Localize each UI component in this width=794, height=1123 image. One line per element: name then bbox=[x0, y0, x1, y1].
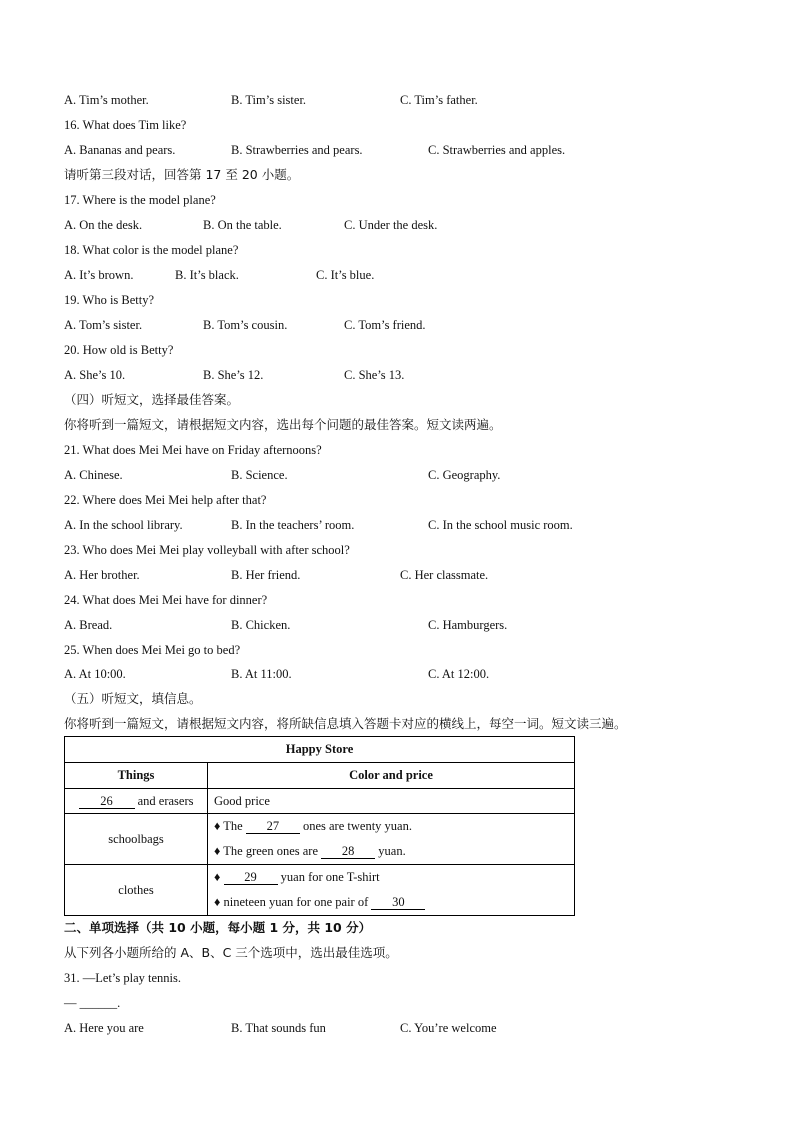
q17-option-b: B. On the table. bbox=[203, 218, 282, 232]
q20-option-b: B. She’s 12. bbox=[203, 368, 264, 382]
q31-option-c: C. You’re welcome bbox=[400, 1021, 497, 1035]
q24-text: 24. What does Mei Mei have for dinner? bbox=[64, 593, 268, 607]
line-prefix: ♦ The green ones are bbox=[214, 844, 319, 858]
q17-option-a: A. On the desk. bbox=[64, 218, 143, 232]
q22-option-c: C. In the school music room. bbox=[428, 518, 573, 532]
blank-30[interactable]: 30 bbox=[371, 896, 425, 910]
table-row-1-value: Good price bbox=[208, 789, 575, 814]
schoolbags-line-1 bbox=[214, 814, 568, 839]
table-row-2-value bbox=[208, 814, 575, 865]
q18-text: 18. What color is the model plane? bbox=[64, 243, 239, 257]
q25-text: 25. When does Mei Mei go to bed? bbox=[64, 643, 241, 657]
q25-option-a: A. At 10:00. bbox=[64, 667, 126, 681]
q21-option-b: B. Science. bbox=[231, 468, 288, 482]
blank-27[interactable]: 27 bbox=[246, 820, 300, 834]
happy-store-table bbox=[64, 736, 575, 916]
q19-option-a: A. Tom’s sister. bbox=[64, 318, 143, 332]
table-row-1-things bbox=[65, 789, 208, 814]
table-title: Happy Store bbox=[65, 737, 575, 763]
q20-option-a: A. She’s 10. bbox=[64, 368, 126, 382]
q22-option-a: A. In the school library. bbox=[64, 518, 183, 532]
q31-option-a: A. Here you are bbox=[64, 1021, 144, 1035]
q24-option-c: C. Hamburgers. bbox=[428, 618, 508, 632]
line-prefix: ♦ nineteen yuan for one pair of bbox=[214, 895, 369, 909]
q25-option-c: C. At 12:00. bbox=[428, 667, 490, 681]
q19-option-b: B. Tom’s cousin. bbox=[203, 318, 288, 332]
q23-option-a: A. Her brother. bbox=[64, 568, 140, 582]
clothes-line-1 bbox=[214, 865, 568, 890]
blank-29[interactable]: 29 bbox=[224, 871, 278, 885]
q16-option-c: C. Strawberries and apples. bbox=[428, 143, 566, 157]
line-suffix: yuan. bbox=[378, 844, 406, 858]
q22-option-b: B. In the teachers’ room. bbox=[231, 518, 355, 532]
table-row-3-value bbox=[208, 865, 575, 916]
q31-option-b: B. That sounds fun bbox=[231, 1021, 326, 1035]
section2-heading: 二、单项选择（共 10 小题，每小题 1 分，共 10 分） bbox=[64, 920, 372, 935]
q24-option-a: A. Bread. bbox=[64, 618, 113, 632]
line-prefix: ♦ bbox=[214, 870, 221, 884]
q16-text: 16. What does Tim like? bbox=[64, 118, 187, 132]
q18-option-b: B. It’s black. bbox=[175, 268, 239, 282]
q23-text: 23. Who does Mei Mei play volleyball with after school? bbox=[64, 543, 350, 557]
q15-option-a: A. Tim’s mother. bbox=[64, 93, 149, 107]
q31-answer-line: — ______. bbox=[64, 996, 121, 1010]
section3-instruction: 请听第三段对话，回答第 17 至 20 小题。 bbox=[64, 167, 300, 182]
blank-28[interactable]: 28 bbox=[321, 845, 375, 859]
q23-option-b: B. Her friend. bbox=[231, 568, 301, 582]
q19-text: 19. Who is Betty? bbox=[64, 293, 155, 307]
table-row-2-things: schoolbags bbox=[65, 814, 208, 865]
q15-option-b: B. Tim’s sister. bbox=[231, 93, 307, 107]
part4-instruction: 你将听到一篇短文，请根据短文内容，选出每个问题的最佳答案。短文读两遍。 bbox=[64, 417, 502, 432]
q18-option-a: A. It’s brown. bbox=[64, 268, 134, 282]
schoolbags-line-2 bbox=[214, 839, 568, 864]
header-things: Things bbox=[65, 763, 208, 789]
q20-text: 20. How old is Betty? bbox=[64, 343, 174, 357]
part5-instruction: 你将听到一篇短文，请根据短文内容，将所缺信息填入答题卡对应的横线上，每空一词。短文读三遍。 bbox=[64, 716, 627, 731]
q22-text: 22. Where does Mei Mei help after that? bbox=[64, 493, 267, 507]
q18-option-c: C. It’s blue. bbox=[316, 268, 375, 282]
q16-option-a: A. Bananas and pears. bbox=[64, 143, 176, 157]
q20-option-c: C. She’s 13. bbox=[344, 368, 405, 382]
line-suffix: ones are twenty yuan. bbox=[302, 819, 412, 833]
section2-instruction: 从下列各小题所给的 A、B、C 三个选项中，选出最佳选项。 bbox=[64, 945, 398, 960]
q19-option-c: C. Tom’s friend. bbox=[344, 318, 426, 332]
q17-text: 17. Where is the model plane? bbox=[64, 193, 216, 207]
q23-option-c: C. Her classmate. bbox=[400, 568, 489, 582]
line-prefix: ♦ The bbox=[214, 819, 243, 833]
q16-option-b: B. Strawberries and pears. bbox=[231, 143, 363, 157]
q15-option-c: C. Tim’s father. bbox=[400, 93, 478, 107]
q17-option-c: C. Under the desk. bbox=[344, 218, 438, 232]
clothes-line-2 bbox=[214, 890, 568, 915]
part4-heading: （四）听短文，选择最佳答案。 bbox=[64, 392, 240, 407]
q21-option-a: A. Chinese. bbox=[64, 468, 123, 482]
table-row-3-things: clothes bbox=[65, 865, 208, 916]
header-color-price: Color and price bbox=[208, 763, 575, 789]
line-suffix: yuan for one T-shirt bbox=[280, 870, 380, 884]
q25-option-b: B. At 11:00. bbox=[231, 667, 292, 681]
q31-text: 31. —Let’s play tennis. bbox=[64, 971, 181, 985]
q21-text: 21. What does Mei Mei have on Friday afternoons? bbox=[64, 443, 322, 457]
blank-26[interactable]: 26 bbox=[79, 795, 135, 809]
q24-option-b: B. Chicken. bbox=[231, 618, 291, 632]
things-suffix: and erasers bbox=[137, 793, 194, 808]
q21-option-c: C. Geography. bbox=[428, 468, 501, 482]
part5-heading: （五）听短文，填信息。 bbox=[64, 691, 202, 706]
